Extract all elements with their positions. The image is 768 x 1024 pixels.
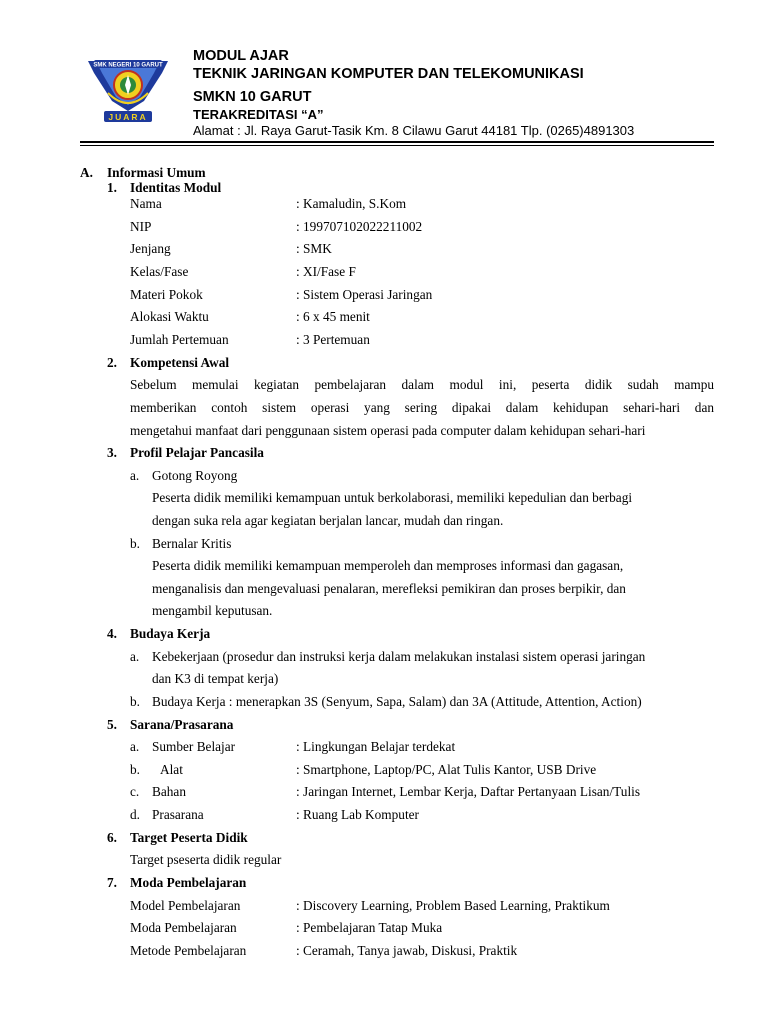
identitas-number: 1.: [107, 180, 117, 195]
section-a-title: Informasi Umum: [107, 165, 206, 180]
header-accreditation: TERAKREDITASI “A”: [193, 107, 324, 122]
profil-number: 3.: [107, 445, 117, 460]
kompetensi-title: Kompetensi Awal: [130, 355, 230, 370]
profil-item-line: Peserta didik memiliki kemampuan memperoleh dan memproses informasi dan gagasan,: [152, 558, 624, 573]
moda-number: 7.: [107, 875, 117, 890]
identitas-value: : XI/Fase F: [296, 264, 356, 279]
sarana-value: : Smartphone, Laptop/PC, Alat Tulis Kantor, USB Drive: [296, 762, 597, 777]
identitas-value: : 6 x 45 menit: [296, 309, 370, 324]
profil-item-marker: a.: [130, 468, 140, 483]
profil-item-line: menganalisis dan mengevaluasi penalaran, merefleksi pemikiran dan proses berpikir, dan: [152, 581, 626, 596]
budaya-item-line: Kebekerjaan (prosedur dan instruksi kerja dalam melakukan instalasi sistem operasi jaringan: [152, 649, 646, 664]
identitas-label: Kelas/Fase: [130, 264, 189, 279]
sarana-marker: a.: [130, 739, 140, 754]
target-text: Target pseserta didik regular: [130, 852, 282, 867]
profil-item-line: mengambil keputusan.: [152, 603, 273, 618]
section-a-marker: A.: [80, 165, 93, 180]
identitas-label: Jenjang: [130, 241, 171, 256]
identitas-label: Nama: [130, 196, 162, 211]
sarana-value: : Jaringan Internet, Lembar Kerja, Daftar Pertanyaan Lisan/Tulis: [296, 784, 641, 799]
identitas-title: Identitas Modul: [130, 180, 222, 195]
sarana-marker: d.: [130, 807, 140, 822]
identitas-label: Alokasi Waktu: [130, 309, 209, 324]
budaya-item-marker: a.: [130, 649, 140, 664]
sarana-number: 5.: [107, 717, 117, 732]
identitas-value: : Sistem Operasi Jaringan: [296, 287, 433, 302]
header-rule-thick: [80, 141, 714, 143]
profil-title: Profil Pelajar Pancasila: [130, 445, 264, 460]
identitas-label: NIP: [130, 219, 152, 234]
sarana-label: Bahan: [152, 784, 186, 799]
profil-item-title: Gotong Royong: [152, 468, 238, 483]
profil-item-title: Bernalar Kritis: [152, 536, 232, 551]
header-line2: TEKNIK JARINGAN KOMPUTER DAN TELEKOMUNIKASI: [193, 66, 584, 82]
sarana-label: Prasarana: [152, 807, 204, 822]
moda-label: Metode Pembelajaran: [130, 943, 247, 958]
identitas-value: : Kamaludin, S.Kom: [296, 196, 407, 211]
moda-value: : Pembelajaran Tatap Muka: [296, 920, 443, 935]
logo-bottom-text: JUARA: [108, 112, 148, 122]
identitas-label: Materi Pokok: [130, 287, 203, 302]
sarana-marker: c.: [130, 784, 140, 799]
budaya-item-line: dan K3 di tempat kerja): [152, 671, 279, 686]
identitas-label: Jumlah Pertemuan: [130, 332, 229, 347]
profil-item-line: dengan suka rela agar kegiatan berjalan lancar, mudah dan ringan.: [152, 513, 504, 528]
sarana-title: Sarana/Prasarana: [130, 717, 234, 732]
profil-item-marker: b.: [130, 536, 140, 551]
profil-item-line: Peserta didik memiliki kemampuan untuk berkolaborasi, memiliki kepedulian dan berbagi: [152, 490, 633, 505]
sarana-value: : Lingkungan Belajar terdekat: [296, 739, 456, 754]
target-title: Target Peserta Didik: [130, 830, 248, 845]
logo-top-text: SMK NEGERI 10 GARUT: [93, 62, 163, 69]
header-school: SMKN 10 GARUT: [193, 89, 312, 105]
identitas-value: : 199707102022211002: [296, 219, 423, 234]
target-number: 6.: [107, 830, 117, 845]
sarana-value: : Ruang Lab Komputer: [296, 807, 419, 822]
school-logo: [84, 55, 172, 127]
header-line1: MODUL AJAR: [193, 48, 289, 64]
budaya-item-line: Budaya Kerja : menerapkan 3S (Senyum, Sapa, Salam) dan 3A (Attitude, Attention, Action): [152, 694, 642, 709]
header-address: Alamat : Jl. Raya Garut-Tasik Km. 8 Cilawu Garut 44181 Tlp. (0265)4891303: [193, 123, 635, 138]
header-rule-thin: [80, 145, 714, 146]
moda-title: Moda Pembelajaran: [130, 875, 247, 890]
moda-value: : Ceramah, Tanya jawab, Diskusi, Praktik: [296, 943, 518, 958]
identitas-value: : 3 Pertemuan: [296, 332, 370, 347]
sarana-label: Sumber Belajar: [152, 739, 236, 754]
moda-label: Model Pembelajaran: [130, 898, 241, 913]
kompetensi-line: memberikan contoh sistem operasi yang sering dipakai dalam kehidupan sehari-hari dan: [130, 400, 714, 415]
identitas-value: : SMK: [296, 241, 332, 256]
budaya-number: 4.: [107, 626, 117, 641]
kompetensi-line: mengetahui manfaat dari penggunaan sistem operasi pada computer dalam kehidupan sehari-hari: [130, 423, 646, 438]
moda-value: : Discovery Learning, Problem Based Learning, Praktikum: [296, 898, 610, 913]
budaya-item-marker: b.: [130, 694, 140, 709]
sarana-marker: b.: [130, 762, 140, 777]
sarana-label: Alat: [160, 762, 183, 777]
budaya-title: Budaya Kerja: [130, 626, 211, 641]
kompetensi-number: 2.: [107, 355, 117, 370]
moda-label: Moda Pembelajaran: [130, 920, 237, 935]
kompetensi-line: Sebelum memulai kegiatan pembelajaran dalam modul ini, peserta didik sudah mampu: [130, 377, 714, 392]
